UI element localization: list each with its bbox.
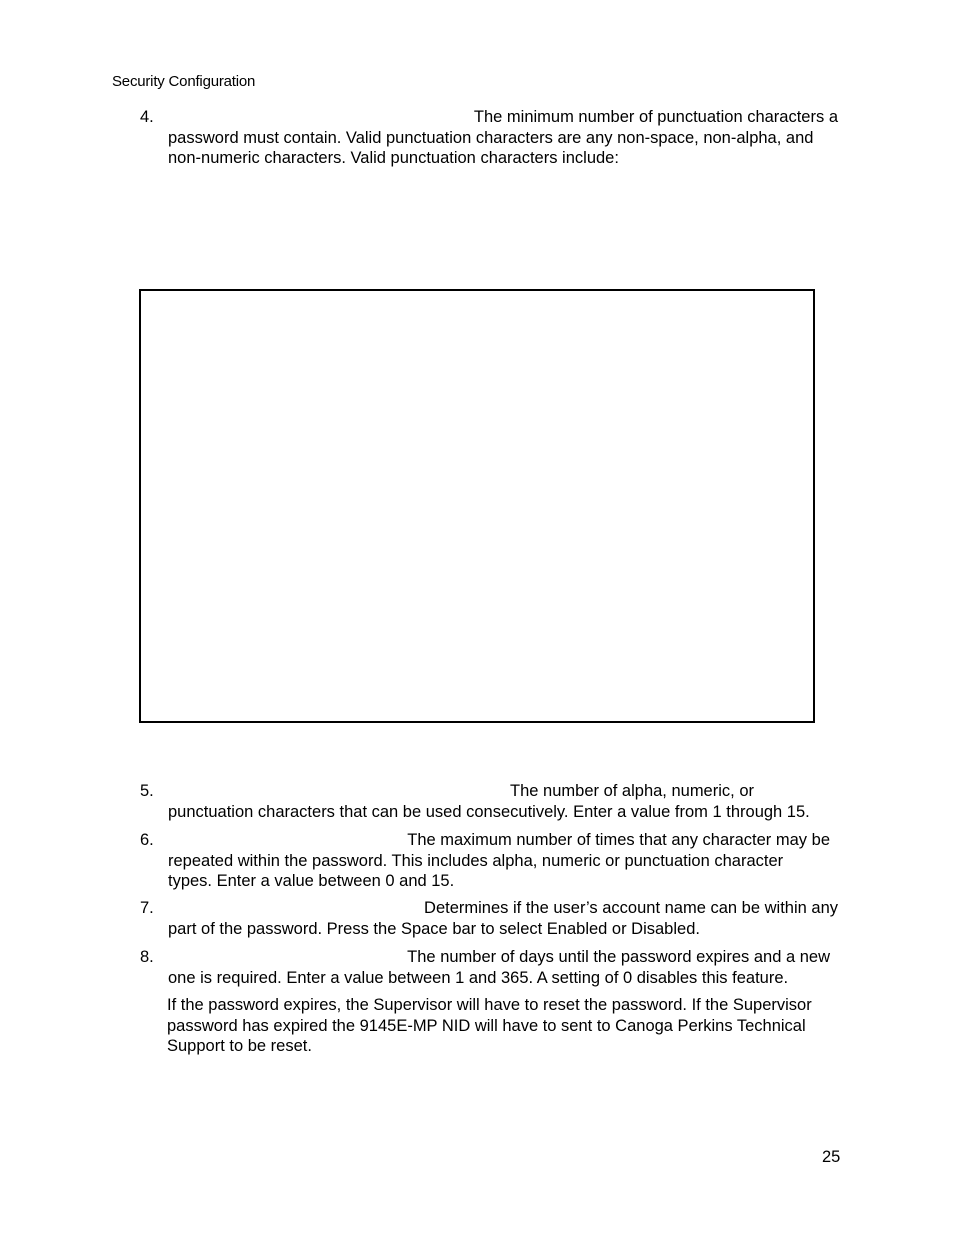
step-text-line: part of the password. Press the Space bar to select Enabled or Disabled.: [168, 919, 700, 938]
step-6: [140, 830, 840, 892]
step-text-line: one is required. Enter a value between 1 and 365. A setting of 0 disables this feature.: [168, 968, 789, 987]
step-number: 7.: [140, 899, 154, 917]
step-number: 8.: [140, 948, 154, 966]
page-number: 25: [822, 1148, 841, 1166]
step-text-line: password must contain. Valid punctuation characters are any non-space, non-alpha, and: [168, 128, 814, 147]
step-text-line: non-numeric characters. Valid punctuation characters include:: [168, 149, 619, 167]
step-text-line: The maximum number of times that any character may be: [407, 831, 830, 849]
screenshot-frame: [139, 289, 815, 723]
note-line: Support to be reset.: [167, 1037, 312, 1055]
expiry-note: [167, 995, 847, 1057]
step-number: 4.: [140, 108, 154, 126]
step-8: [140, 947, 840, 988]
step-text-line: Determines if the user’s account name can be within any: [424, 899, 838, 917]
step-text-line: types. Enter a value between 0 and 15.: [168, 872, 455, 890]
step-5: [140, 781, 840, 822]
step-text-line: punctuation characters that can be used consecutively. Enter a value from 1 through 15.: [168, 802, 810, 821]
step-7: [140, 898, 840, 939]
running-header: Security Configuration: [112, 73, 256, 90]
step-text-line: The number of alpha, numeric, or: [510, 782, 754, 800]
step-4: [140, 107, 840, 169]
step-number: 6.: [140, 831, 154, 849]
note-line: password has expired the 9145E-MP NID will have to sent to Canoga Perkins Technical: [167, 1016, 806, 1035]
note-line: If the password expires, the Supervisor will have to reset the password. If the Supervisor: [167, 996, 812, 1014]
step-text-line: The minimum number of punctuation characters a: [473, 108, 838, 126]
step-number: 5.: [140, 782, 154, 800]
step-text-line: The number of days until the password expires and a new: [407, 948, 830, 966]
step-text-line: repeated within the password. This includes alpha, numeric or punctuation character: [168, 851, 784, 870]
